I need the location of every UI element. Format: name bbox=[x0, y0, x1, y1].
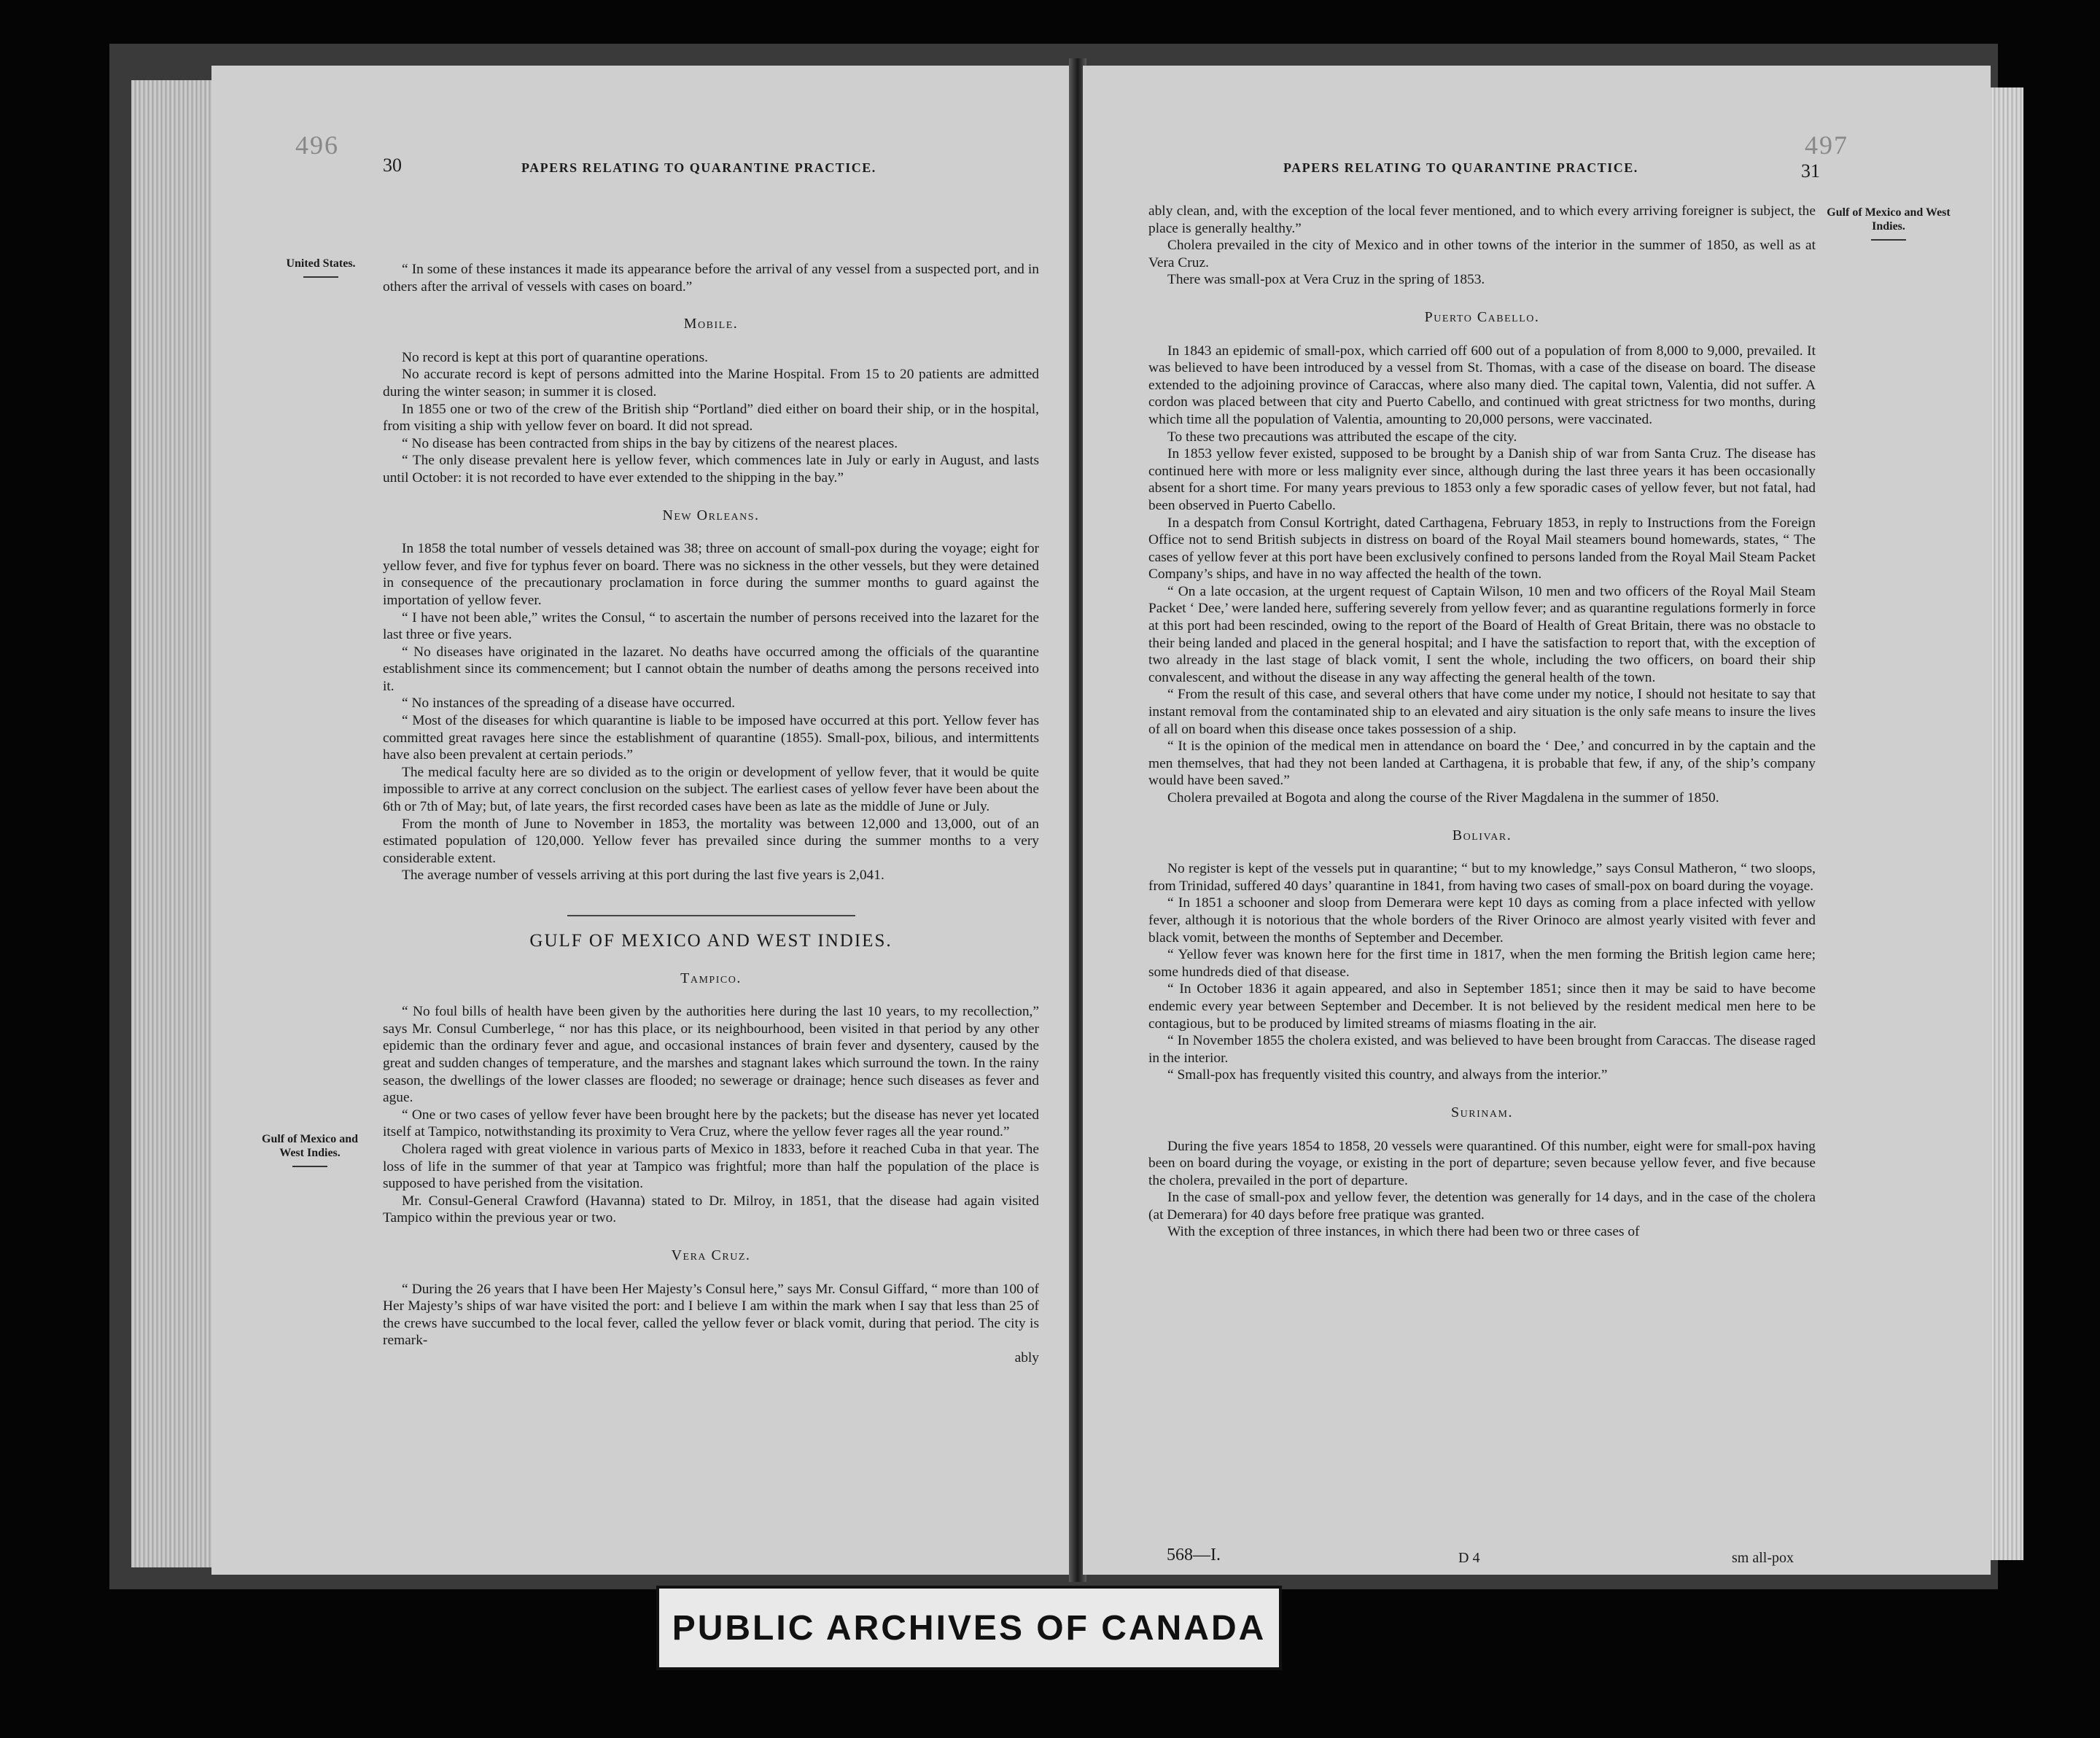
archives-label bbox=[656, 1586, 1282, 1670]
paragraph: No register is kept of the vessels put in quarantine; “ but to my knowledge,” says Consul Matheron, “ two sloops, from Trinidad, suffered 40 days’ quarantine in 1841, from having two cases of small-pox on board during the voyage. bbox=[1148, 861, 1816, 894]
paragraph: The medical faculty here are so divided as to the origin or development of yellow fever, that it would be quite impossible to arrive at any correct conclusion on the subject. The earliest cases of yellow fever have been about the 6th or 7th of May; but, of late years, the first recorded cases have been as late as the middle of June or July. bbox=[383, 764, 1039, 815]
margin-rule bbox=[1871, 239, 1906, 241]
heading-surinam: Surinam. bbox=[1451, 1104, 1513, 1121]
paragraph: “ During the 26 years that I have been Her Majesty’s Consul here,” says Mr. Consul Giffard, “ more than 100 of Her Majesty’s ships of war have visited the port: and I believe I am within the mark when I say that less than 25 of the crews have succumbed to the local fever, called the yellow fever or black vomit, during that period. The city is remark- bbox=[383, 1281, 1039, 1349]
right-folio: 31 bbox=[1801, 160, 1820, 182]
paragraph: In 1858 the total number of vessels detained was 38; three on account of small-pox during the voyage; eight for yellow fever, and five for typhus fever on board. There was no sickness in the other vessels, but they were detained in consequence of the precautionary proclamation in force during the summer months to guard against the importation of yellow fever. bbox=[383, 541, 1039, 608]
paragraph: With the exception of three instances, in which there had been two or three cases of bbox=[1167, 1224, 1640, 1240]
paragraph: “ In November 1855 the cholera existed, and was believed to have been brought from Caraccas. The disease raged in the interior. bbox=[1148, 1033, 1816, 1066]
paragraph: “ I have not been able,” writes the Consul, “ to ascertain the number of persons received into the lazaret for the last three or five years. bbox=[383, 609, 1039, 643]
paragraph: “ One or two cases of yellow fever have been brought here by the packets; but the disease has never yet located itself at Tampico, notwithstanding its proximity to Vera Cruz, where the yellow fever rages all the year round.” bbox=[383, 1107, 1039, 1140]
left-folio: 30 bbox=[383, 155, 402, 176]
paragraph: “ No disease has been contracted from ships in the bay by citizens of the nearest places. bbox=[402, 435, 898, 451]
left-column bbox=[383, 261, 1039, 1366]
archives-label-text: PUBLIC ARCHIVES OF CANADA bbox=[672, 1608, 1267, 1648]
heading-tampico: Tampico. bbox=[680, 970, 742, 986]
paragraph: “ No foul bills of health have been given by the authorities here during the last 10 years, to my recollection,” says Mr. Consul Cumberlege, “ nor has this place, or its neighbourhood, been visited in that period by any other epidemic than the ordinary fever and ague, and occasional instances of brain fever and dysentery, caused by the great and sudden changes of temperature, and the marshes and stagnant lakes which surround the town. In the rainy season, the dwellings of the lower classes are flooded; no sewerage or drainage; hence such diseases as fever and ague. bbox=[383, 1004, 1039, 1106]
margin-rule bbox=[303, 276, 338, 278]
paragraph: In a despatch from Consul Kortright, dated Carthagena, February 1853, in reply to Instructions from the Foreign Office not to send British subjects in distress on board of the Royal Mail steamers bound homewards, states, “ The cases of yellow fever at this port have been exclusively confined to persons landed from the Royal Mail Steam Packet Company’s ships, and have in no way affected the health of the town. bbox=[1148, 515, 1816, 582]
paragraph: Cholera prevailed in the city of Mexico and in other towns of the interior in the summer of 1850, as well as at Vera Cruz. bbox=[1148, 238, 1816, 270]
paragraph: From the month of June to November in 1853, the mortality was between 12,000 and 13,000, out of an estimated population of 120,000. Yellow fever has prevailed since during the summer months to a very considerable extent. bbox=[383, 816, 1039, 866]
paragraph: “ Yellow fever was known here for the first time in 1817, when the men forming the British legion came here; some hundreds died of that disease. bbox=[1148, 947, 1816, 980]
left-page bbox=[211, 66, 1072, 1575]
margin-note-text: Gulf of Mexico and West Indies. bbox=[1827, 206, 1951, 233]
paragraph: During the five years 1854 to 1858, 20 vessels were quarantined. Of this number, eight were for small-pox having been on board during the voyage, or existing in the port of departure; seven because yellow fever, and five because the cholera, prevailed in the port of departure. bbox=[1148, 1138, 1816, 1188]
paragraph: No record is kept at this port of quarantine operations. bbox=[402, 349, 709, 365]
printer-signature: 568—I. bbox=[1167, 1546, 1221, 1564]
margin-note-text: Gulf of Mexico and West Indies. bbox=[262, 1133, 358, 1159]
paragraph: “ In October 1836 it again appeared, and also in September 1851; since then it may be said to have become endemic every year between September and December. It is not believed by the resident medical men here to be contagious, but to be produced by limited streams of miasms floating in the air. bbox=[1148, 981, 1816, 1032]
sheet-mark: D 4 bbox=[1458, 1550, 1480, 1566]
margin-note-gulf bbox=[255, 1132, 365, 1167]
paragraph: The average number of vessels arriving at this port during the last five years is 2,041. bbox=[402, 868, 884, 884]
paragraph: In 1853 yellow fever existed, supposed to be brought by a Danish ship of war from Santa Cruz. The disease has continued here with more or less malignity ever since, although during the last three years it has been occasionally absent for a short time. For many years previous to 1853 only a few sporadic cases of yellow fever, but not fatal, had been observed in Puerto Cabello. bbox=[1148, 446, 1816, 513]
intro-paragraph: “ In some of these instances it made its appearance before the arrival of any vessel from a suspected port, and in others after the arrival of vessels with cases on board.” bbox=[383, 262, 1039, 295]
left-running-head: PAPERS RELATING TO QUARANTINE PRACTICE. bbox=[521, 160, 876, 175]
paragraph: “ Most of the diseases for which quarantine is liable to be imposed have occurred at this port. Yellow fever has committed great ravages here since the establishment of quarantine (1855). Small-pox, bilious, and intermittents have also been prevalent at certain periods.” bbox=[383, 713, 1039, 763]
heading-new-orleans: New Orleans. bbox=[662, 507, 760, 523]
right-page bbox=[1083, 66, 1991, 1575]
paragraph: “ It is the opinion of the medical men in attendance on board the ‘ Dee,’ and concurred in by the captain and the men themselves, that had they not been landed at Carthagena, it is probable that few, if any, of the ship’s company would have been saved.” bbox=[1148, 739, 1816, 789]
paragraph: In 1843 an epidemic of small-pox, which carried off 600 out of a population of from 8,000 to 9,000, prevailed. It was believed to have been introduced by a vessel from St. Thomas, with a case of the disease on board. The disease extended to the adjoining province of Caraccas, where also many died. The capital town, Valentia, did not suffer. A cordon was placed between that city and Puerto Cabello, and continued with great strictness for two months, during which time all the population of Valentia, amounting to 20,000 persons, were vaccinated. bbox=[1148, 343, 1816, 427]
page-edges-right bbox=[1991, 87, 2023, 1560]
paragraph: Mr. Consul-General Crawford (Havanna) stated to Dr. Milroy, in 1851, that the disease had again visited Tampico within the previous year or two. bbox=[383, 1193, 1039, 1226]
heading-vera-cruz: Vera Cruz. bbox=[671, 1247, 751, 1263]
heading-gulf-of-mexico: GULF OF MEXICO AND WEST INDIES. bbox=[529, 931, 892, 951]
paragraph: No accurate record is kept of persons admitted into the Marine Hospital. From 15 to 20 patients are admitted during the winter season; in summer it is closed. bbox=[383, 367, 1039, 400]
page-edges-left bbox=[131, 80, 211, 1567]
section-divider bbox=[567, 915, 855, 916]
paragraph: ably clean, and, with the exception of the local fever mentioned, and to which every arriving foreigner is subject, the place is generally healthy.” bbox=[1148, 203, 1816, 236]
catchword: ably bbox=[1014, 1349, 1039, 1365]
left-page-stamp: 496 bbox=[295, 130, 339, 160]
margin-note-text: United States. bbox=[286, 257, 356, 270]
paragraph: In the case of small-pox and yellow fever, the detention was generally for 14 days, and in the case of the cholera (at Demerara) for 40 days before free pratique was granted. bbox=[1148, 1190, 1816, 1223]
heading-puerto-cabello: Puerto Cabello. bbox=[1424, 308, 1540, 325]
right-running-head: PAPERS RELATING TO QUARANTINE PRACTICE. bbox=[1283, 160, 1638, 175]
paragraph: “ No instances of the spreading of a disease have occurred. bbox=[402, 695, 736, 712]
paragraph: Cholera raged with great violence in various parts of Mexico in 1833, before it reached Cuba in that year. The loss of life in the summer of that year at Tampico was frightful; more than half the population of the place is supposed to have perished from the visitation. bbox=[383, 1141, 1039, 1192]
right-page-stamp: 497 bbox=[1805, 130, 1848, 160]
paragraph: Cholera prevailed at Bogota and along the course of the River Magdalena in the summer of 1850. bbox=[1167, 790, 1719, 806]
paragraph: “ No diseases have originated in the lazaret. No deaths have occurred among the officials of the quarantine establishment since its commencement; but I cannot obtain the number of deaths among the persons received into it. bbox=[383, 644, 1039, 694]
paragraph: “ In 1851 a schooner and sloop from Demerara were kept 10 days as coming from a place infected with yellow fever, although it is notorious that the whole borders of the River Orinoco are almost yearly visited with fever and black vomit, between the months of September and December. bbox=[1148, 895, 1816, 946]
margin-rule bbox=[292, 1166, 327, 1167]
heading-mobile: Mobile. bbox=[683, 316, 739, 332]
paragraph: To these two precautions was attributed the escape of the city. bbox=[1167, 429, 1517, 445]
paragraph: There was small-pox at Vera Cruz in the spring of 1853. bbox=[1167, 272, 1485, 288]
paragraph: “ On a late occasion, at the urgent request of Captain Wilson, 10 men and two officers of the Royal Mail Steam Packet ‘ Dee,’ were landed here, suffering severely from yellow fever; and as quarantine regulations formerly in force at this port had been rescinded, owing to the report of the Board of Health of Great Britain, there was no obstacle to their being landed and placed in the general hospital; and I have the satisfaction to report that, with the exception of two already in the last stage of black vomit, I sent the whole, including the two officers, on board their ship convalescent, and without the disease in any way affecting the general health of the town. bbox=[1148, 583, 1816, 685]
margin-note-gulf-right bbox=[1827, 206, 1951, 241]
catchword: sm all-pox bbox=[1732, 1550, 1794, 1566]
paragraph: In 1855 one or two of the crew of the British ship “Portland” died either on board their ship, or in the hospital, from visiting a ship with yellow fever on board. It did not spread. bbox=[383, 401, 1039, 434]
paragraph: “ The only disease prevalent here is yellow fever, which commences late in July or early in August, and lasts until October: it is not recorded to have ever extended to the shipping in the bay.” bbox=[383, 453, 1039, 486]
paragraph: “ Small-pox has frequently visited this country, and always from the interior.” bbox=[1167, 1067, 1608, 1083]
margin-note-united-states bbox=[266, 257, 376, 278]
paragraph: “ From the result of this case, and several others that have come under my notice, I should not hesitate to say that instant removal from the contaminated ship to an elevated and airy situation is the only safe means to insure the lives of all on board when this disease once takes possession of a ship. bbox=[1148, 687, 1816, 737]
right-column bbox=[1148, 203, 1816, 1241]
heading-bolivar: Bolivar. bbox=[1452, 827, 1512, 843]
